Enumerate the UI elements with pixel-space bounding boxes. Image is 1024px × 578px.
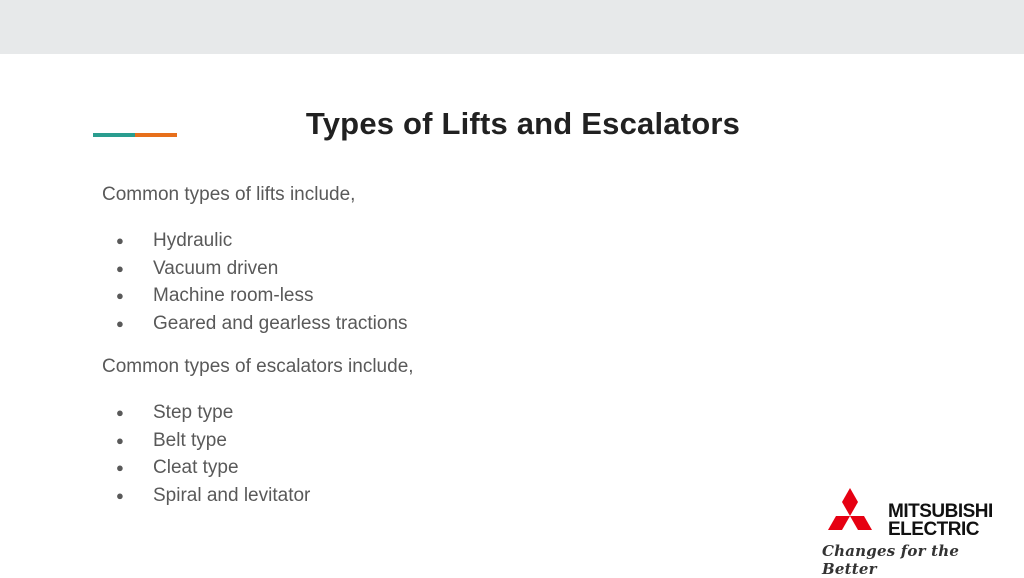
slide-title: Types of Lifts and Escalators	[305, 106, 741, 141]
bullet-icon: ●	[116, 487, 124, 503]
three-diamonds-icon	[820, 486, 880, 542]
list-item	[116, 310, 408, 338]
bullet-icon: ●	[116, 288, 124, 303]
list-item-label: Hydraulic	[153, 230, 233, 251]
bullet-icon: ●	[116, 460, 124, 475]
list-item	[116, 255, 408, 283]
lifts-intro: Common types of lifts include,	[102, 184, 356, 205]
bullet-icon: ●	[116, 233, 124, 248]
escalators-list	[116, 399, 310, 509]
logo-line-2: ELECTRIC	[888, 519, 979, 540]
list-item	[116, 227, 408, 255]
list-item-label: Geared and gearless tractions	[153, 312, 408, 334]
list-item-label: Vacuum driven	[153, 257, 279, 279]
list-item	[116, 399, 310, 427]
list-item-label: Belt type	[153, 429, 227, 451]
list-item	[116, 427, 310, 455]
lifts-list	[116, 227, 408, 337]
list-item-label: Step type	[153, 402, 234, 423]
list-item	[116, 482, 310, 510]
bullet-icon: ●	[116, 405, 124, 420]
mitsubishi-electric-logo	[820, 486, 1010, 578]
list-item-label: Machine room-less	[153, 285, 314, 306]
logo-slogan: Changes for the Better	[822, 542, 960, 578]
top-band	[0, 0, 1024, 54]
bullet-icon: ●	[116, 315, 124, 331]
bullet-icon: ●	[116, 260, 124, 276]
escalators-intro: Common types of escalators include,	[102, 356, 414, 377]
logo-line-1: MITSUBISHI	[888, 501, 993, 522]
list-item-label: Spiral and levitator	[153, 484, 311, 506]
list-item-label: Cleat type	[153, 457, 239, 478]
bullet-icon: ●	[116, 432, 124, 448]
list-item	[116, 454, 310, 482]
list-item	[116, 282, 408, 310]
